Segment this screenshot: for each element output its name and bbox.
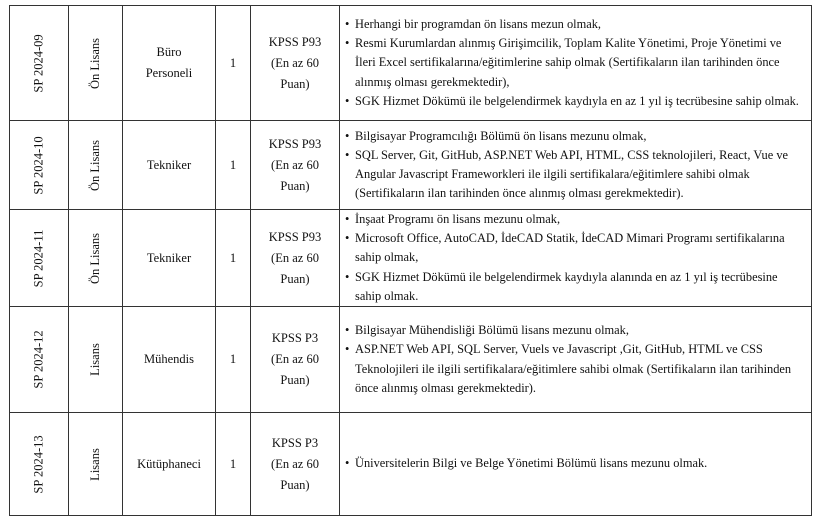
- position-title: Büro Personeli: [145, 45, 193, 80]
- requirement-item: • ASP.NET Web API, SQL Server, Vuels ve Javascript ,Git, GitHub, HTML ve CSS Teknolojileri ile ilgili sertifikalara/eğitimlere sahibi olmak (Sertifikaların ilan tarihinden önce alınmış olması gerekmektedir).: [345, 340, 805, 398]
- count-cell: [216, 413, 251, 516]
- table-row: [10, 121, 812, 210]
- position-code: SP 2024-13: [31, 434, 46, 494]
- requirements-cell: [340, 307, 812, 413]
- title-cell: [123, 6, 216, 121]
- position-code: SP 2024-11: [31, 229, 46, 287]
- exam-min-score: (En az 60: [271, 250, 319, 265]
- position-count: 1: [229, 456, 237, 471]
- title-cell: [123, 121, 216, 210]
- exam-type: KPSS P93: [268, 34, 322, 49]
- count-cell: [216, 307, 251, 413]
- education-cell: [69, 6, 123, 121]
- education-level: Ön Lisans: [87, 139, 102, 191]
- exam-min-score: (En az 60: [271, 352, 319, 367]
- position-code-cell: [10, 121, 69, 210]
- exam-min-score-unit: Puan): [280, 271, 310, 286]
- exam-cell: [251, 6, 340, 121]
- table-row: [10, 210, 812, 307]
- position-code-cell: [10, 413, 69, 516]
- requirements-list: [345, 454, 805, 473]
- table-row: [10, 6, 812, 121]
- position-count: 1: [229, 55, 237, 70]
- exam-type: KPSS P3: [271, 331, 319, 346]
- requirement-item: • Bilgisayar Programcılığı Bölümü ön lisans mezunu olmak,: [345, 127, 805, 146]
- position-code: SP 2024-10: [31, 135, 46, 195]
- requirement-item: • SGK Hizmet Dökümü ile belgelendirmek kaydıyla en az 1 yıl iş tecrübesine sahip olmak.: [345, 92, 805, 111]
- positions-table: [9, 5, 812, 516]
- position-title: Kütüphaneci: [137, 456, 201, 471]
- requirement-item: • Üniversitelerin Bilgi ve Belge Yönetimi Bölümü lisans mezunu olmak.: [345, 454, 805, 473]
- exam-cell: [251, 413, 340, 516]
- position-title: Tekniker: [146, 157, 192, 172]
- position-code-cell: [10, 210, 69, 307]
- exam-min-score: (En az 60: [271, 456, 319, 471]
- position-count: 1: [229, 352, 237, 367]
- education-level: Lisans: [87, 343, 102, 376]
- count-cell: [216, 121, 251, 210]
- table-row: [10, 307, 812, 413]
- exam-cell: [251, 210, 340, 307]
- position-code: SP 2024-12: [31, 330, 46, 389]
- exam-type: KPSS P93: [268, 136, 322, 151]
- position-code-cell: [10, 307, 69, 413]
- requirement-item: • İnşaat Programı ön lisans mezunu olmak,: [345, 210, 805, 229]
- count-cell: [216, 210, 251, 307]
- position-title: Tekniker: [146, 250, 192, 265]
- title-cell: [123, 210, 216, 307]
- position-count: 1: [229, 157, 237, 172]
- exam-type: KPSS P93: [268, 229, 322, 244]
- count-cell: [216, 6, 251, 121]
- position-count: 1: [229, 250, 237, 265]
- requirement-item: • SQL Server, Git, GitHub, ASP.NET Web API, HTML, CSS teknolojileri, React, Vue ve Angular Javascript Frameworkleri ile ilgili sertifikalara/eğitimlere sahibi olmak (Sertifikaların ilan tarihinden önce alınmış olması gerekmektedir).: [345, 146, 805, 204]
- exam-cell: [251, 307, 340, 413]
- requirements-cell: [340, 121, 812, 210]
- exam-min-score-unit: Puan): [280, 178, 310, 193]
- exam-cell: [251, 121, 340, 210]
- education-level: Lisans: [87, 447, 102, 481]
- requirement-item: • Herhangi bir programdan ön lisans mezun olmak,: [345, 15, 805, 34]
- requirements-list: [345, 321, 805, 398]
- position-code: SP 2024-09: [31, 33, 46, 93]
- requirement-item: • Resmi Kurumlardan alınmış Girişimcilik, Toplam Kalite Yönetimi, Proje Yönetimi ve İleri Excel sertifikalarına/eğitimlerine sahip olmak (Sertifikaların ilan tarihinden önce alınmış olması gerekmektedir),: [345, 34, 805, 92]
- title-cell: [123, 413, 216, 516]
- requirements-list: [345, 127, 805, 204]
- requirement-item: • SGK Hizmet Dökümü ile belgelendirmek kaydıyla alanında en az 1 yıl iş tecrübesine sahip olmak.: [345, 268, 805, 306]
- requirement-item: • Microsoft Office, AutoCAD, İdeCAD Statik, İdeCAD Mimari Programı sertifikalarına sahip olmak,: [345, 229, 805, 267]
- exam-min-score-unit: Puan): [280, 477, 310, 492]
- position-title: Mühendis: [144, 352, 194, 367]
- title-cell: [123, 307, 216, 413]
- requirement-item: • Bilgisayar Mühendisliği Bölümü lisans mezunu olmak,: [345, 321, 805, 340]
- requirements-cell: [340, 210, 812, 307]
- exam-min-score: (En az 60: [271, 157, 319, 172]
- education-level: Ön Lisans: [87, 37, 102, 89]
- education-level: Ön Lisans: [87, 232, 102, 284]
- exam-type: KPSS P3: [271, 435, 319, 450]
- education-cell: [69, 307, 123, 413]
- requirements-cell: [340, 413, 812, 516]
- position-code-cell: [10, 6, 69, 121]
- education-cell: [69, 121, 123, 210]
- exam-min-score-unit: Puan): [280, 373, 310, 388]
- requirements-list: [345, 210, 805, 306]
- education-cell: [69, 413, 123, 516]
- exam-min-score-unit: Puan): [280, 76, 310, 91]
- table-row: [10, 413, 812, 516]
- requirements-list: [345, 15, 805, 111]
- education-cell: [69, 210, 123, 307]
- requirements-cell: [340, 6, 812, 121]
- exam-min-score: (En az 60: [271, 55, 319, 70]
